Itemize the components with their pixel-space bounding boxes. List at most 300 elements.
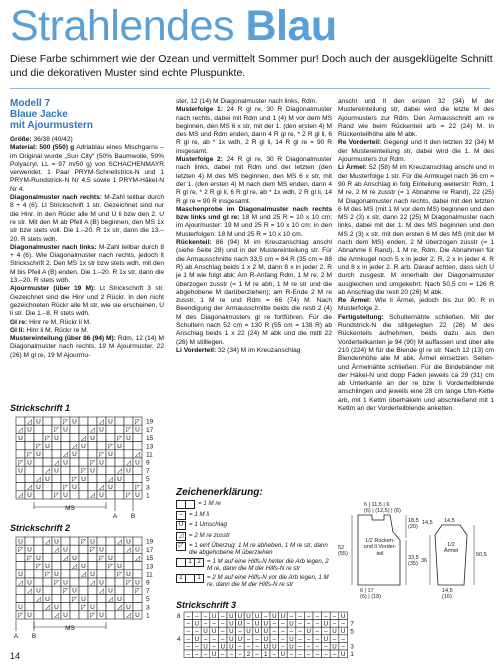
chart-symbol: U [36, 587, 41, 595]
chart-symbol: U [194, 635, 200, 643]
instruction-text: 52 (58) M im Kreuzanschlag anschl und in der Musterfolge 1 str. Für die Armkugel nach 36 cm = 90 R ab Anschlag in folg Einteilung weiterstr: Rdm, 1 M re, 2 M re zusstr (= 1 Abnahme re Rand), 22 (25) M Diagonalmuster nach rechts, dabei mit den letzten 6 M des MS (mit 1 M vor dem MS) beginnen und den MS 2 (3) x str, dann 22 (25) M Diagonalmuster nach links, dabei mit der 1. M des MS beginnen und den MS 2 (3) x str, mit den ersten 6 M des MS (mit der M nach dem MS) enden, 2 M überzogen zusstr (= 1 Abnahme li Rand), 1 M re, Rdm. Die Abnahmen für die Armkugel noch 5 x in jeder 2. R, 2 x in jeder 4. R und 8 x in jeder 2. R arb. Darauf achten, dass sich U durch zusgestr. M innerhalb der Diagonalmuster ausgleichen und umgekehrt. Nach 50,5 cm = 126 R ab Anschlag die restl 20 (26) M abk. [338, 164, 495, 296]
chart-cell [34, 458, 43, 466]
chart-symbol: – [186, 628, 191, 636]
chart-symbol: – [298, 635, 302, 643]
instruction-heading: Li Vorderteil: [176, 346, 217, 354]
chart-symbol: U [54, 604, 59, 611]
chart-symbol: ◿ [90, 579, 95, 587]
chart-symbol: U [81, 563, 86, 570]
chart-cell [34, 491, 43, 499]
chart-cell [115, 417, 124, 425]
chart-symbol: ◸ [63, 484, 68, 491]
chart-cell [115, 578, 124, 586]
instruction-text: Schulternähte schließen. Mit der Rundstrick-N die stillgelegten 22 (26) M des Rückenteils aufnehmen, beids dazu aus den Vorderteilkanten je 94 (90) M auffassen und über alle 210 (224) M für die Blende gl re str. Nach 12 (13) cm Blendenhöhe alle M abk. Ärmel einsetzen. Seiten- und Ärmelnähte schließen. Für die Bindebänder mit der Häkel-N und dopp Faden jeweils ca 29 (31) cm ab Unterkante an der re bzw li Vorderteilblende anschlingen und jeweils eine 28 cm lange Lftm-Kette arb, mit 1 Kettm überhäkeln und abschließend mit 1 Kettm an der Vorderteilblende anketten. [338, 313, 494, 412]
chart-cell [97, 570, 106, 578]
row-number: 4 [177, 635, 181, 643]
chart-symbol: – [281, 620, 285, 628]
chart-cell [43, 611, 52, 619]
chart-symbol: ◿ [126, 612, 131, 620]
chart-symbol: – [298, 651, 302, 658]
instruction-paragraph [10, 335, 164, 360]
armhole-measure: 18,5 (20) [408, 518, 419, 530]
chart-symbol: U [18, 571, 23, 579]
chart-symbol: U [340, 613, 346, 620]
instruction-paragraph [10, 136, 164, 144]
chart-cell [133, 537, 142, 545]
chart-symbol: ◿ [117, 538, 122, 546]
chart-symbol: – [298, 620, 302, 628]
chart-symbol: – [195, 651, 199, 658]
chart-cell [70, 466, 79, 474]
chart-symbol: – [195, 643, 199, 651]
legend-title: Zeichenerklärung: [176, 487, 263, 498]
chart-symbol: U [263, 635, 268, 643]
chart-symbol: – [289, 651, 294, 658]
sleeve-top-width: 14,5 [444, 518, 455, 524]
chart-symbol: ◸ [135, 484, 140, 491]
chart-symbol: U [99, 492, 104, 500]
chart-symbol: U [135, 459, 140, 467]
chart-symbol: U [135, 426, 140, 434]
chart-cell [97, 433, 106, 441]
chart-cell [124, 417, 133, 425]
chart-symbol: ◸ [99, 451, 104, 459]
chart-symbol: ◿ [90, 492, 95, 500]
chart-symbol: U [289, 620, 294, 628]
row-number: 11 [146, 571, 153, 579]
chart-symbol: – [255, 643, 259, 651]
chart-symbol: ◿ [72, 563, 77, 570]
sleeve-cap-measure: 14,5 [422, 520, 433, 526]
chart-symbol: – [315, 643, 320, 651]
chart-symbol: U [254, 613, 260, 620]
chart-cell [52, 553, 61, 561]
chart-cell [88, 553, 97, 561]
chart-symbol: U [63, 459, 68, 467]
instruction-paragraph [338, 164, 494, 297]
chart-symbol: U [36, 418, 41, 426]
instruction-paragraph [176, 98, 332, 106]
chart-symbol: U [135, 546, 140, 554]
chart2-title: Strickschrift 2 [10, 523, 71, 533]
page-subtitle: Diese Farbe schimmert wie der Ozean und vermittelt Sommer pur! Doch auch der ausgeklügelte Schnitt und die dekorativen Muster sind echte Pluspunkte. [10, 53, 493, 79]
instruction-heading: Re Ärmel: [338, 297, 372, 305]
instruction-paragraph [338, 98, 494, 139]
chart-cell [133, 570, 142, 578]
chart-cell [16, 586, 25, 594]
legend-item [176, 511, 334, 520]
chart-cell [43, 417, 52, 425]
chart-cell [124, 553, 133, 561]
instruction-paragraph [338, 297, 494, 314]
legend-text: = 2 M auf eine Hilfs-N vor die Arb legen, 1 M re, dann die M der Hilfs-N re str [207, 573, 329, 589]
chart-cell [52, 450, 61, 458]
chart-symbol: U [63, 579, 68, 587]
chart-symbol: U [63, 492, 68, 500]
chart-cell [79, 483, 88, 491]
chart-cell [106, 578, 115, 586]
chart-symbol: U [229, 613, 234, 620]
chart-cell [25, 603, 34, 611]
chart-cell [133, 433, 142, 441]
chart-symbol: U [229, 643, 234, 651]
chart-symbol: – [306, 643, 311, 651]
chart-cell [34, 603, 43, 611]
legend-symbol-icon: U [176, 521, 186, 530]
chart-symbol: ◿ [45, 538, 50, 546]
instruction-paragraph [176, 106, 332, 156]
legend-symbol-icon [176, 500, 195, 509]
chart-symbol: – [212, 643, 216, 651]
chart-cell [106, 458, 115, 466]
chart-symbol: U [289, 643, 294, 651]
chart-symbol: U [27, 426, 32, 434]
chart-symbol: – [246, 620, 251, 628]
model-number: Modell 7 [10, 98, 51, 109]
instruction-paragraph [10, 327, 164, 335]
chart-cell [34, 537, 43, 545]
chart-symbol: U [203, 643, 208, 651]
chart-symbol: ◸ [90, 612, 95, 620]
instruction-paragraph [10, 319, 164, 327]
instruction-paragraph [10, 244, 164, 285]
chart-cell [133, 474, 142, 482]
legend-item [176, 558, 334, 572]
chart-cell [16, 553, 25, 561]
chart-cell [70, 570, 79, 578]
instruction-text: 32 (34) M im Kreuzanschlag [216, 346, 301, 354]
chart-symbol: U [54, 434, 59, 442]
chart-symbol: U [254, 620, 260, 628]
chart-symbol: U [72, 451, 77, 459]
instruction-heading: Diagonalmuster nach links: [10, 243, 97, 251]
chart-cell [34, 433, 43, 441]
row-number: 11 [146, 451, 153, 459]
chart-cell [34, 545, 43, 553]
chart-cell [88, 442, 97, 450]
row-number: 1 [146, 492, 150, 500]
row-number: 3 [350, 643, 354, 651]
chart-symbol: U [340, 628, 346, 636]
chart-cell [61, 603, 70, 611]
chart-symbol: U [135, 579, 140, 587]
chart-symbol: ◿ [36, 595, 41, 603]
sleeve-label: 1/2 Ärmel [443, 542, 459, 555]
row-number: 9 [146, 459, 150, 467]
chart-symbol: – [272, 620, 277, 628]
chart-cell [43, 483, 52, 491]
chart-cell [124, 450, 133, 458]
arrow-b-label: B [31, 633, 37, 640]
chart-cell [124, 474, 133, 482]
chart-symbol: ◸ [45, 434, 50, 442]
sleeve-height-measure: 36 [421, 558, 428, 564]
row-number: 15 [146, 435, 154, 443]
instruction-heading: Li Ärmel: [338, 164, 367, 172]
chart-symbol: U [36, 484, 41, 491]
chart-symbol: ◿ [18, 579, 23, 587]
chart-symbol: U [72, 587, 77, 595]
chart-symbol: U [135, 612, 140, 620]
chart-symbol: U [90, 538, 95, 546]
chart-symbol: – [341, 620, 345, 628]
row-number: 17 [146, 546, 154, 554]
chart-cell [79, 553, 88, 561]
instruction-heading: Gl re: [10, 318, 28, 326]
chart-symbol: U [45, 475, 50, 483]
chart-cell [61, 466, 70, 474]
chart-symbol: ◸ [18, 612, 23, 620]
chart-symbol: ◿ [27, 587, 32, 595]
page-title: Strahlendes Blau [10, 2, 337, 50]
instruction-paragraph [10, 144, 164, 194]
chart-cell [16, 450, 25, 458]
chart-symbol: U [126, 467, 131, 475]
instruction-paragraph [338, 314, 494, 414]
instruction-text: 24 R gl re, 30 R Diagonalmuster nach links, dabei mit Rdm und der letzten (den letzten 4) M des MS beginnen, den MS 6 x str, mit der 1. (den ersten 4) M nach dem MS enden, dann 4 R gl re, * 2 R gl li, 6 R gl re, ab * 1x wdh, 2 R gl li, 14 R gl re = 90 R insgesamt. [176, 156, 333, 205]
legend-symbol-icon: 1 2 [176, 558, 204, 567]
chart-symbol: – [220, 635, 225, 643]
chart-symbol: ◸ [108, 443, 113, 450]
chart-symbol: 2 [246, 651, 251, 658]
legend-item [176, 542, 334, 556]
row-number: 19 [146, 538, 154, 546]
chart-symbol: ◿ [81, 434, 86, 442]
chart-cell [43, 586, 52, 594]
row-number: 3 [146, 604, 150, 612]
chart-symbol: U [332, 643, 337, 651]
instruction-heading: Fertigstellung: [338, 313, 384, 321]
chart-symbol: U [72, 418, 77, 426]
chart-cell [97, 537, 106, 545]
back-top-measure: 6 | 11,5 | 6 (6) | (12,5) | (6) [364, 502, 401, 514]
chart-cell [97, 442, 106, 450]
chart-symbol: – [195, 628, 199, 636]
chart-cell [106, 425, 115, 433]
instruction-heading: Material: 500 (550) g [10, 144, 75, 152]
chart-symbol: U [45, 563, 50, 570]
chart-symbol: U [99, 426, 104, 434]
instruction-paragraph [176, 156, 332, 206]
chart-symbol: – [229, 651, 234, 658]
chart-symbol: – [281, 643, 285, 651]
chart-cell [88, 562, 97, 570]
instruction-paragraph [176, 206, 332, 239]
chart-cell [115, 545, 124, 553]
chart-cell [133, 562, 142, 570]
chart-symbol: ◸ [90, 546, 95, 554]
chart-cell [97, 562, 106, 570]
chart-symbol: U [237, 620, 243, 628]
chart-symbol: U [36, 554, 41, 562]
chart-symbol: – [306, 613, 311, 620]
row-number: 13 [146, 563, 154, 571]
chart-symbol: – [315, 628, 320, 636]
chart-symbol: U [126, 434, 131, 442]
chart-symbol: ◿ [45, 467, 50, 475]
chart-symbol: U [90, 604, 95, 611]
ms-label: MS [65, 625, 75, 632]
chart-cell [70, 603, 79, 611]
chart-symbol: U [90, 467, 95, 475]
chart-symbol: – [203, 620, 208, 628]
row-number: 1 [350, 651, 354, 659]
row-number: 3 [146, 484, 150, 492]
chart-cell [43, 450, 52, 458]
legend-item [176, 532, 334, 541]
chart-cell [115, 553, 124, 561]
chart-symbol: ◿ [27, 418, 32, 426]
text-column-2 [176, 98, 332, 355]
chart-cell [52, 594, 61, 602]
chart-symbol: ◸ [63, 587, 68, 595]
chart-symbol: – [238, 651, 242, 658]
chart-symbol: ◸ [81, 538, 86, 546]
chart-cell [52, 474, 61, 482]
instruction-heading: Musterfolge 2: [176, 156, 223, 164]
legend-item [176, 574, 334, 588]
chart-cell [43, 425, 52, 433]
chart-cell [97, 603, 106, 611]
chart1-title: Strickschrift 1 [10, 403, 71, 413]
chart-symbol: U [117, 475, 122, 483]
chart-symbol: – [186, 620, 191, 628]
instruction-paragraph [176, 239, 332, 347]
pattern-schematic [338, 500, 494, 600]
chart-symbol: U [220, 643, 225, 651]
chart-cell [106, 570, 115, 578]
chart-symbol: ◸ [45, 571, 50, 579]
chart-symbol: U [18, 434, 23, 442]
chart-cell [133, 594, 142, 602]
legend-symbol-icon: ◿ [176, 532, 186, 541]
chart-symbol: ◿ [99, 484, 104, 491]
chart-symbol: U [108, 484, 113, 491]
chart-symbol: ◿ [36, 475, 41, 483]
chart-cell [61, 442, 70, 450]
instruction-heading: Rückenteil: [176, 239, 212, 247]
chart-symbol: U [18, 604, 23, 611]
back-bottom-measure: 6 | 17 (6) | (18) [360, 588, 381, 600]
chart-symbol: U [99, 579, 104, 587]
chart-cell [115, 458, 124, 466]
chart-symbol: U [81, 443, 86, 450]
instruction-text: Hinr re M, Rückr li M. [27, 318, 91, 326]
chart-cell [16, 594, 25, 602]
chart-symbol: U [117, 595, 122, 603]
chart-symbol: U [90, 571, 95, 579]
instruction-text: M-Zahl teilbar durch 8 + 4 (6). Wie Diagonalmuster nach rechts, jedoch lt Strickschrift 2. Den MS 1x str bzw stets wdh, mit den M bis Pfeil A (B) enden. Die 1.–20. R 1x str, dann die 13.–20. R stets wdh. [10, 243, 164, 285]
chart-symbol: – [220, 620, 225, 628]
chart-cell [133, 442, 142, 450]
chart-symbol: U [63, 546, 68, 554]
chart-symbol: U [54, 467, 59, 475]
chart-cell [115, 611, 124, 619]
chart-symbol: ◸ [72, 475, 77, 483]
chart-cell [43, 553, 52, 561]
chart3-title: Strickschrift 3 [176, 600, 237, 610]
chart-symbol: – [332, 635, 337, 643]
instruction-heading: Ajourmuster (über 19 M): [10, 285, 96, 293]
chart-symbol: U [90, 434, 95, 442]
chart-cell [34, 466, 43, 474]
instruction-text: 18 M und 25 R = 10 x 10 cm; im Ajourmuster: 19 M und 25 R = 10 x 10 cm; in den Musterfolgen: 18 M und 25 R = 10 x 10 cm. [176, 214, 333, 238]
chart-symbol: ◸ [18, 546, 23, 554]
chart-symbol: U [99, 459, 104, 467]
chart-cell [88, 474, 97, 482]
chart-symbol: U [18, 538, 23, 546]
chart-cell [79, 545, 88, 553]
chart-symbol: U [108, 418, 113, 426]
chart-cell [97, 466, 106, 474]
legend-symbol-icon: ◸ [176, 542, 186, 551]
chart-symbol: U [72, 554, 77, 562]
chart-symbol: – [324, 651, 328, 658]
chart-cell [70, 425, 79, 433]
page-number: 14 [10, 651, 21, 661]
chart-cell [106, 491, 115, 499]
instruction-heading: Größe: [10, 136, 32, 143]
header-divider [10, 88, 490, 89]
chart-cell [79, 458, 88, 466]
chart-symbol: U [126, 571, 131, 579]
chart-cell [106, 466, 115, 474]
instruction-heading: Musterfolge 1: [176, 106, 223, 114]
chart-symbol: U [211, 613, 217, 620]
chart-cell [97, 594, 106, 602]
chart-symbol: ◸ [135, 418, 140, 426]
chart-symbol: – [255, 651, 259, 658]
chart-symbol: U [99, 612, 104, 620]
knitting-chart-3 [176, 610, 376, 665]
chart-cell [124, 483, 133, 491]
chart-symbol: – [281, 635, 285, 643]
chart-symbol: – [289, 613, 294, 620]
chart-cell [25, 466, 34, 474]
chart-symbol: U [306, 628, 311, 636]
chart-cell [16, 417, 25, 425]
chart-symbol: ◿ [63, 451, 68, 459]
chart-symbol: ◸ [117, 571, 122, 579]
chart-symbol: – [272, 651, 277, 658]
row-number: 13 [146, 443, 154, 451]
chart-symbol: – [315, 613, 320, 620]
chart-cell [106, 537, 115, 545]
chart-symbol: – [315, 620, 320, 628]
chart-symbol: – [212, 620, 216, 628]
instruction-text: Gegengl und lt den letzten 32 (34) M der Mustereinteilung str, dabei wird die 1. M des Ajourmusters zur Rdm. [338, 139, 494, 164]
instruction-text: Adriablau eines Mischgarns – im Original wurde „Sun City“ (50% Baumwolle, 50% Polyacryl, LL = 97 m/50 g) von SCHACHENMAYR verwendet. 1 Paar PRYM-Schnellstrick-N und 1 PRYM-Rundstrick-N Nr 4,5 sowie 1 PRYM-Häkel-N Nr 4. [10, 144, 164, 193]
chart-symbol: – [238, 628, 242, 636]
chart-symbol: – [195, 613, 199, 620]
chart-symbol: 1 [263, 651, 268, 658]
chart-symbol: U [340, 651, 346, 658]
instruction-paragraph [10, 285, 164, 318]
chart-symbol: ◸ [27, 451, 32, 459]
chart-symbol: – [306, 620, 311, 628]
chart-cell [115, 586, 124, 594]
chart-cell [43, 545, 52, 553]
chart-symbol: – [324, 613, 328, 620]
legend-item [176, 500, 334, 509]
chart-symbol: U [117, 443, 122, 450]
chart-symbol: U [229, 620, 234, 628]
instruction-heading: Maschenprobe im Diagonalmuster nach rechts bzw links und gl re: [176, 205, 332, 222]
legend-text: = 1 M re [198, 500, 221, 507]
chart-cell [79, 586, 88, 594]
chart-symbol: U [211, 628, 217, 636]
chart-symbol: ◿ [54, 546, 59, 554]
